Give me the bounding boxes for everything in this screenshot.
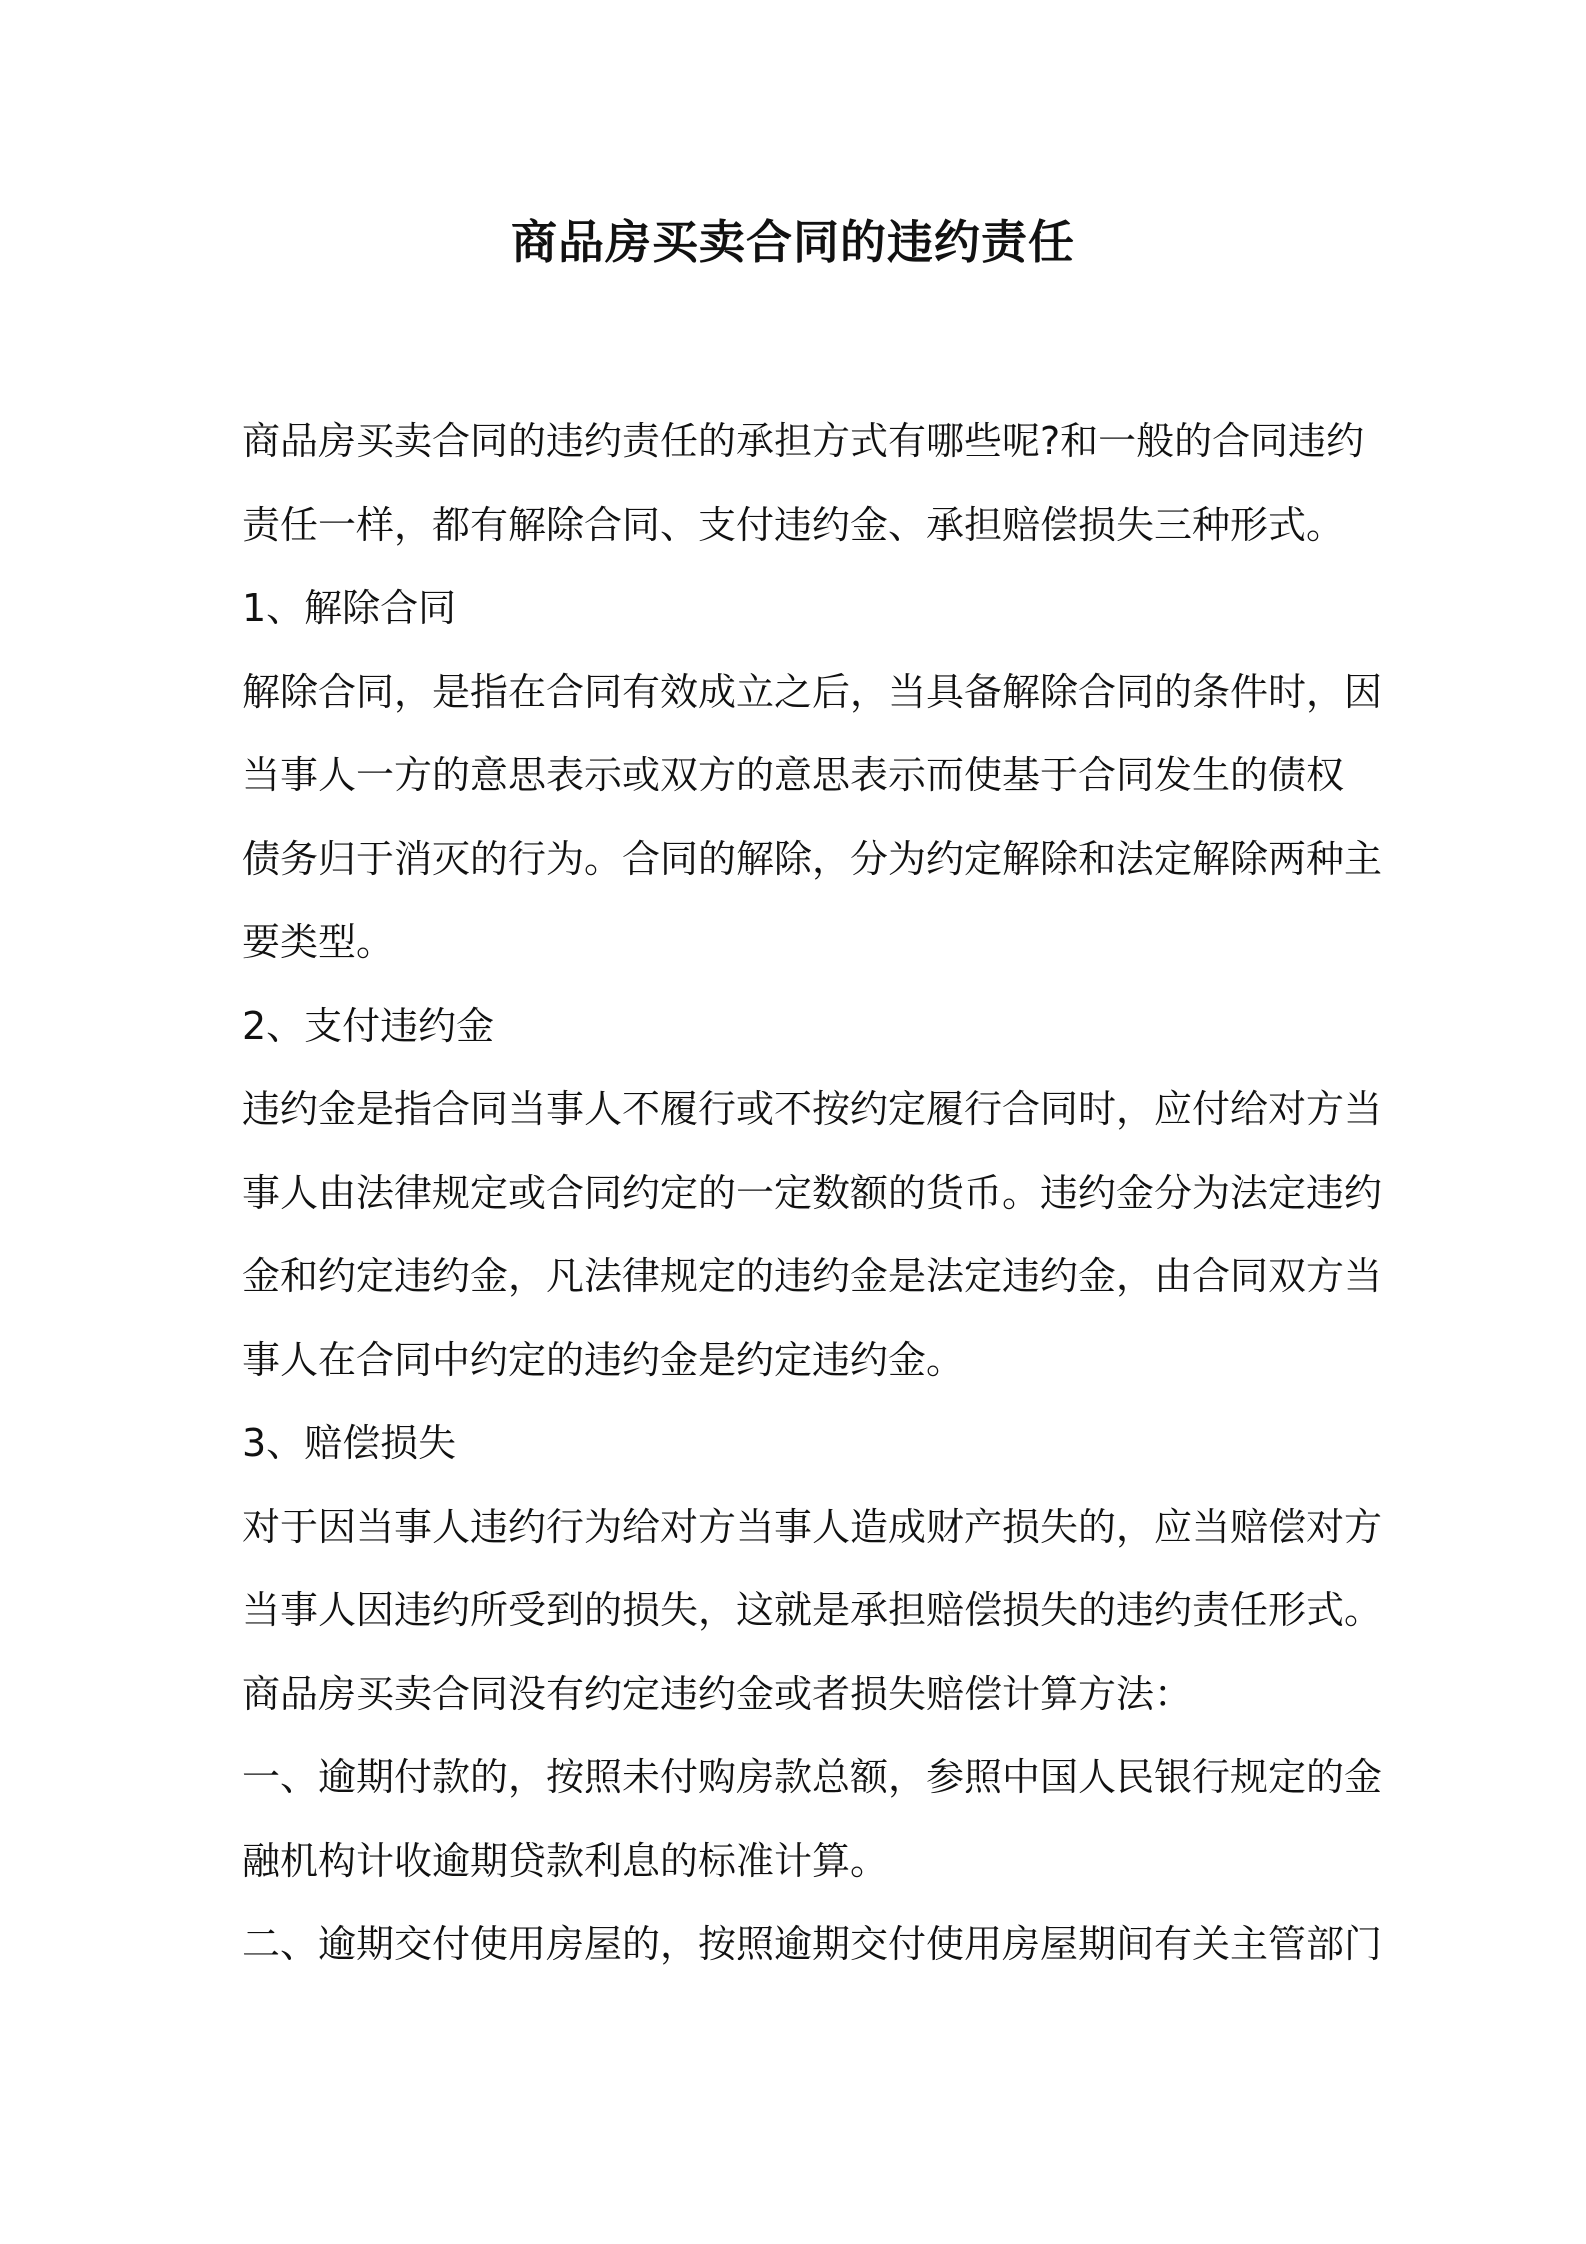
body-line: 融机构计收逾期贷款利息的标准计算。 — [242, 1838, 889, 1883]
body-line: 一、逾期付款的，按照未付购房款总额，参照中国人民银行规定的金 — [242, 1755, 1383, 1799]
body-line: 要类型。 — [242, 920, 395, 964]
section-heading-2: 2、支付违约金 — [242, 1003, 495, 1048]
body-line: 金和约定违约金，凡法律规定的违约金是法定违约金，由合同双方当 — [242, 1254, 1383, 1298]
section-heading-3: 3、赔偿损失 — [242, 1421, 457, 1465]
body-line: 债务归于消灭的行为。合同的解除，分为约定解除和法定解除两种主 — [242, 836, 1383, 881]
body-line: 违约金是指合同当事人不履行或不按约定履行合同时，应付给对方当 — [242, 1087, 1383, 1131]
body-line: 解除合同，是指在合同有效成立之后，当具备解除合同的条件时，因 — [242, 669, 1383, 714]
body-line: 商品房买卖合同的违约责任的承担方式有哪些呢?和一般的合同违约 — [242, 419, 1365, 463]
body-line: 对于因当事人违约行为给对方当事人造成财产损失的，应当赔偿对方 — [242, 1504, 1383, 1549]
body-line: 当事人一方的意思表示或双方的意思表示而使基于合同发生的债权 — [242, 753, 1345, 797]
document-title: 商品房买卖合同的违约责任 — [511, 215, 1075, 269]
body-line: 商品房买卖合同没有约定违约金或者损失赔偿计算方法： — [242, 1671, 1193, 1716]
body-line: 二、逾期交付使用房屋的，按照逾期交付使用房屋期间有关主管部门 — [242, 1922, 1383, 1966]
body-line: 事人在合同中约定的违约金是约定违约金。 — [242, 1337, 965, 1382]
body-line: 事人由法律规定或合同约定的一定数额的货币。违约金分为法定违约 — [242, 1170, 1383, 1215]
body-line: 当事人因违约所受到的损失，这就是承担赔偿损失的违约责任形式。 — [242, 1588, 1383, 1632]
body-line: 责任一样，都有解除合同、支付违约金、承担赔偿损失三种形式。 — [242, 502, 1345, 547]
section-heading-1: 1、解除合同 — [242, 586, 457, 630]
document-body — [242, 400, 1383, 1987]
